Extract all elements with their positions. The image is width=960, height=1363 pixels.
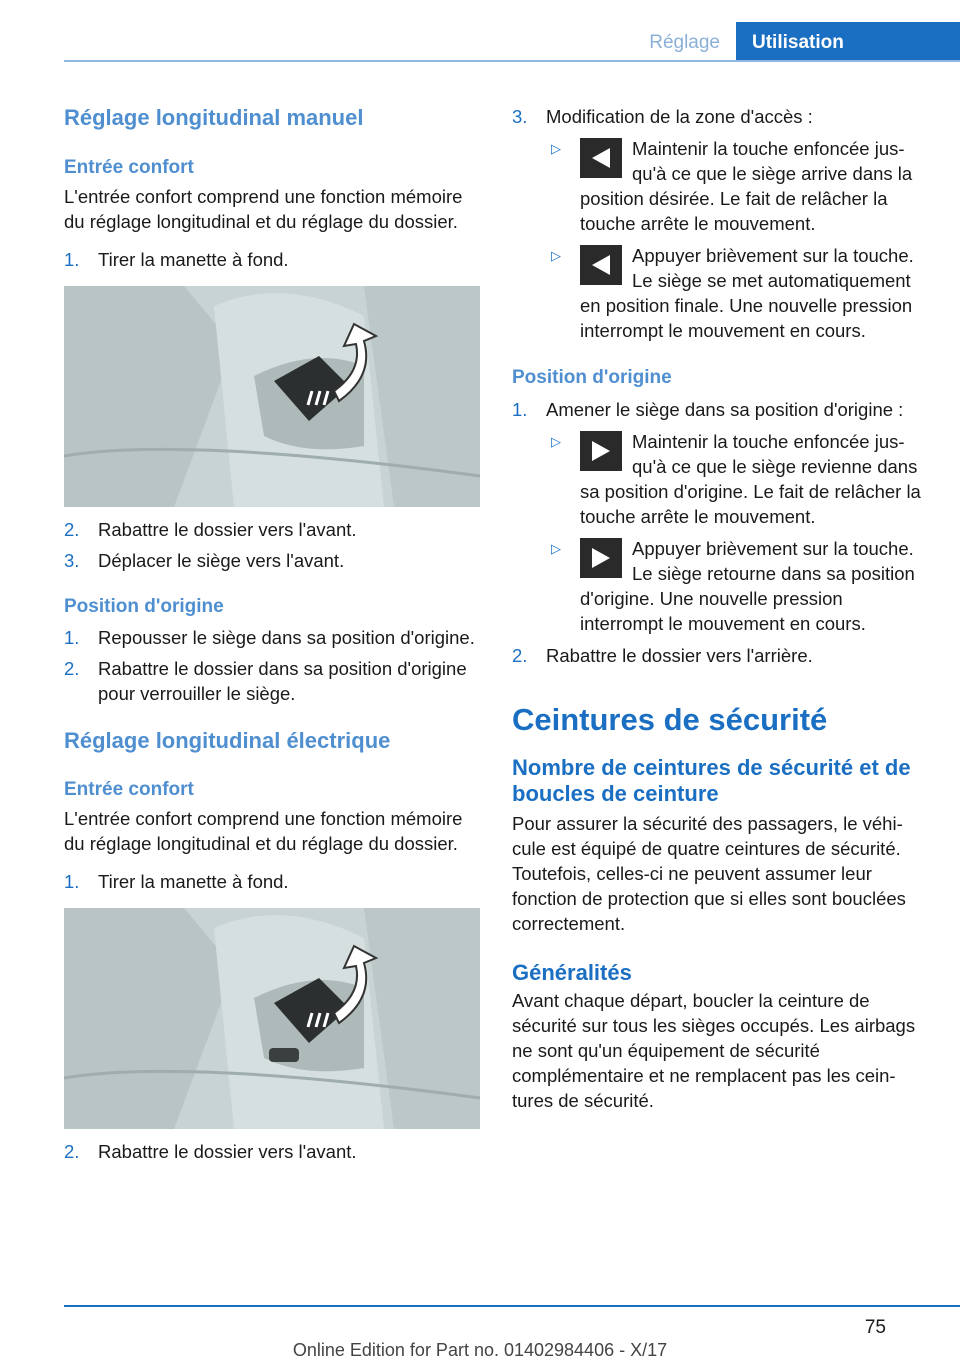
list-item [64,869,480,894]
arrow-left-icon [580,245,622,285]
sub-item-text: Appuyer brièvement sur la touche. Le siège se met automatiquement en position finale. Une nouvelle pression interrompt le mouvement en cours. [580,245,914,341]
list-number: 1. [512,399,528,420]
list-text: Repousser le siège dans sa position d'origine. [98,627,475,648]
list-item [64,548,480,573]
heading-position-origine: Position d'origine [64,596,224,617]
paragraph-entree-confort-2: L'entrée confort comprend une fonction mémoire du réglage longitudinal et du réglage du dossier. [64,808,463,854]
footer-divider [64,1305,960,1307]
heading-entree-confort-2: Entrée confort [64,779,194,800]
section-title-manual: Réglage longitudinal manuel [64,105,364,130]
list-number: 2. [512,645,528,666]
arrow-left-icon [580,138,622,178]
list-text: Amener le siège dans sa position d'origine : [546,399,904,420]
paragraph-entree-confort: L'entrée confort comprend une fonction mémoire du réglage longitudinal et du réglage du dossier. [64,186,463,232]
heading-generalites: Généralités [512,960,632,985]
header-divider [64,60,960,62]
heading-belts-count: Nombre de ceintures de sécurité et de boucles de ceinture [512,755,911,806]
sub-item-text: Maintenir la touche enfoncée jusqu'à ce que le siège arrive dans la position désirée. Le fait de relâcher la touche arrête le mouvement. [580,138,913,234]
paragraph-belts: Pour assurer la sécurité des passagers, le véhicule est équipé de quatre ceintures de sécurité. Toutefois, celles-ci ne peuvent assumer leur fonction de protection que si elles sont bouclées correctement. [512,813,906,934]
list-item [512,643,926,668]
list-text: Déplacer le siège vers l'avant. [98,550,345,571]
sub-item [551,536,926,636]
list-text: Modification de la zone d'accès : [546,106,813,127]
header-tab-reglage: Réglage [649,32,720,53]
heading-position-origine-right: Position d'origine [512,367,672,388]
list-item [64,1139,480,1164]
arrow-right-icon [580,538,622,578]
seat-lever-photo-2 [64,908,480,1129]
list-item [64,517,480,542]
sub-item [551,429,926,529]
list-item [64,656,480,706]
triangle-bullet-icon: ▷ [551,141,561,156]
sub-item [551,243,926,343]
list-number: 2. [64,1141,80,1162]
section-title-belts: Ceintures de sécurité [512,702,828,737]
page-number: 75 [864,1317,886,1338]
triangle-bullet-icon: ▷ [551,541,561,556]
seat-lever-photo [64,286,480,507]
list-number: 1. [64,871,80,892]
header-tab-utilisation: Utilisation [736,22,960,62]
list-text: Tirer la manette à fond. [98,249,289,270]
list-text: Rabattre le dossier vers l'arrière. [546,645,813,666]
arrow-right-icon [580,431,622,471]
right-column [512,100,926,1113]
sub-item-text: Maintenir la touche enfoncée jusqu'à ce que le siège revienne dans sa position d'origine. Le fait de relâcher la touche arrête le mouvement. [580,431,921,527]
sub-item [551,136,926,236]
sub-item-text: Appuyer brièvement sur la touche. Le siège retourne dans sa position d'origine. Une nouvelle pression interrompt le mouvement en cours. [580,538,915,634]
heading-entree-confort: Entrée confort [64,157,194,178]
list-number: 2. [64,519,80,540]
list-text: Rabattre le dossier vers l'avant. [98,1141,357,1162]
list-number: 2. [64,658,80,679]
footer-edition: Online Edition for Part no. 01402984406 - X/17 [292,1340,668,1360]
list-text: Rabattre le dossier vers l'avant. [98,519,357,540]
list-number: 3. [64,550,80,571]
list-item [64,625,480,650]
list-number: 3. [512,106,528,127]
list-number: 1. [64,627,80,648]
section-title-electric: Réglage longitudinal électrique [64,728,391,753]
list-item [512,104,926,129]
left-column [64,100,480,1164]
list-text: Rabattre le dossier dans sa position d'origine pour verrouiller le siège. [98,658,467,704]
paragraph-generalites: Avant chaque départ, boucler la ceinture de sécurité sur tous les sièges occupés. Les airbags ne sont qu'un équipement de sécurité complémentaire et ne remplacent pas les ceintures de sécurité. [512,990,916,1111]
list-text: Tirer la manette à fond. [98,871,289,892]
list-item [64,247,480,272]
triangle-bullet-icon: ▷ [551,248,561,263]
list-item [512,397,926,422]
triangle-bullet-icon: ▷ [551,434,561,449]
list-number: 1. [64,249,80,270]
